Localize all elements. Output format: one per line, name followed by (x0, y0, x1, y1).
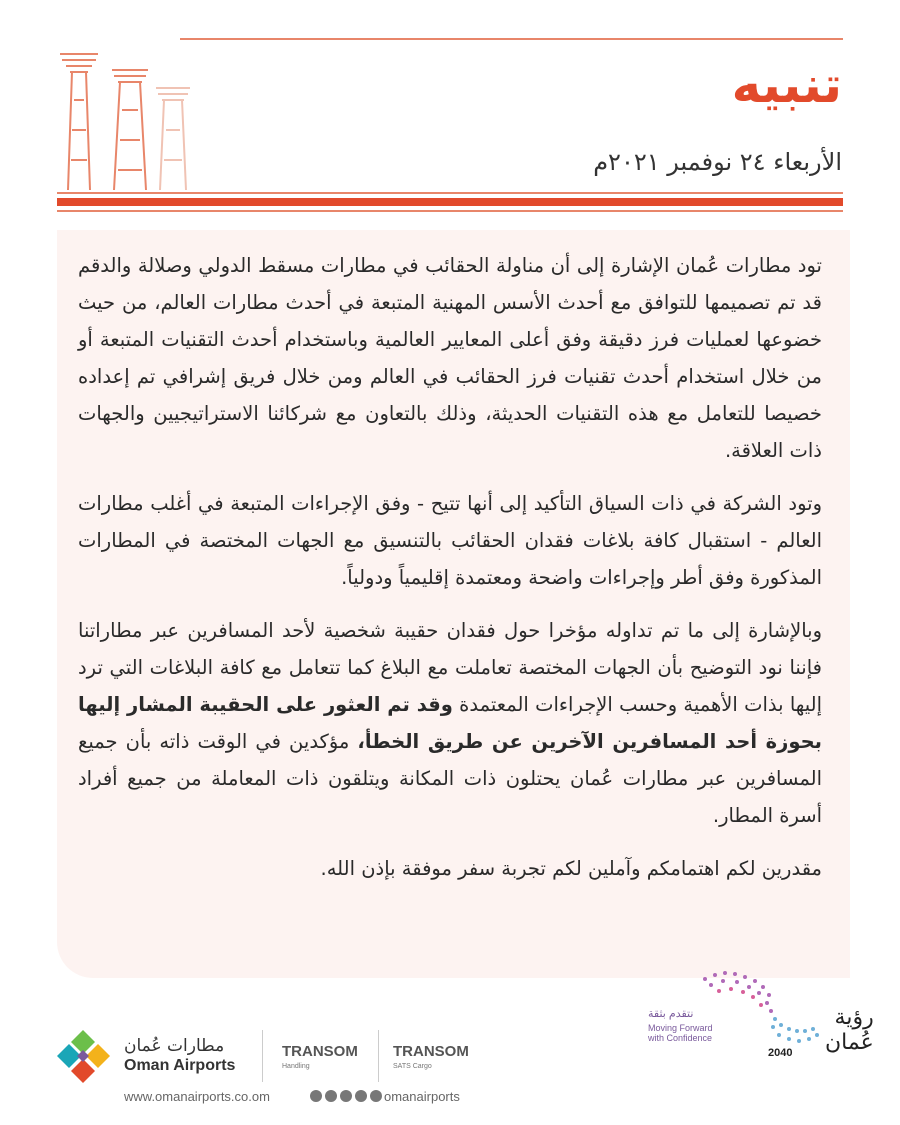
paragraph-4: مقدرين لكم اهتمامكم وآملين لكم تجربة سفر موفقة بإذن الله. (320, 857, 822, 880)
announcement-date: الأربعاء ٢٤ نوفمبر ٢٠٢١م (593, 148, 842, 176)
paragraph-3-end: مؤكدين في الوقت ذاته بأن جميع المسافرين عبر مطارات عُمان يحتلون ذات المكانة ويتلقون ذات المعاملة من جميع أفراد أسرة المطار. (78, 730, 822, 827)
footer-divider-2 (378, 1030, 379, 1082)
header-top-line (180, 38, 843, 40)
control-towers-illustration (52, 40, 202, 190)
youtube-icon[interactable] (370, 1090, 382, 1102)
oman-airports-logo-icon (55, 1028, 112, 1085)
paragraph-3-bold: وقد تم العثور على الحقيبة المشار إليها بحوزة أحد المسافرين الآخرين عن طريق الخطأ، (78, 693, 822, 753)
vision-slogan-ar: نتقدم بثقة (648, 1008, 694, 1020)
paragraph-3-start: وبالإشارة إلى ما تم تداوله مؤخرا حول فقدان حقيبة شخصية لأحد المسافرين عبر مطاراتنا فإننا نود التوضيح بأن الجهات المختصة تعاملت مع البلاغ كما تتعامل مع كافة البلاغات التي ترد إليها بذات الأهمية وحسب الإجراءات المعتمدة (78, 619, 822, 716)
footer-divider-1 (262, 1030, 263, 1082)
linkedin-icon[interactable] (355, 1090, 367, 1102)
transom-logo-1: TRANSOM (282, 1043, 358, 1060)
paragraph-1: تود مطارات عُمان الإشارة إلى أن مناولة الحقائب في مطارات مسقط الدولي وصلالة والدقم قد تم تصميمها للتوافق مع أحدث الأسس المهنية المتبعة في أحدث مطارات العالم، من حيث خضوعها لعمليات فرز دقيقة وفق أعلى المعايير العالمية وباستخدام أحدث التقنيات المتبعة أو من خلال استخدام أحدث تقنيات فرز الحقائب في العالم ومن خلال فريق إشرافي تم إعداده خصيصا للتعامل مع هذه التقنيات الحديثة، وذلك بالتعاون مع شركائنا الاستراتيجيين والجهات ذات العلاقة. (78, 254, 822, 462)
transom-logo-2-sub: SATS Cargo (393, 1063, 432, 1070)
vision-dots-graphic (685, 965, 845, 1065)
vision-slogan-en-1: Moving Forward (648, 1023, 713, 1033)
header-divider-main (57, 198, 843, 206)
vision-year: 2040 (768, 1047, 793, 1059)
brand-name-ar: مطارات عُمان (124, 1036, 225, 1056)
vision-title: رؤية عُمان (825, 1005, 874, 1055)
social-handle: omanairports (384, 1089, 460, 1104)
announcement-body (78, 247, 822, 903)
website-link[interactable]: www.omanairports.co.om (124, 1089, 270, 1104)
twitter-icon[interactable] (325, 1090, 337, 1102)
social-icons (310, 1090, 382, 1102)
paragraph-3 (78, 612, 822, 834)
transom-logo-1-sub: Handling (282, 1063, 310, 1070)
brand-name-en: Oman Airports (124, 1057, 236, 1074)
facebook-icon[interactable] (310, 1090, 322, 1102)
paragraph-2: وتود الشركة في ذات السياق التأكيد إلى أنها تتيح - وفق الإجراءات المتبعة في أغلب مطارات العالم - استقبال كافة بلاغات فقدان الحقائب بالتنسيق مع الجهات المختصة في المطارات المذكورة وفق أطر وإجراءات واضحة ومعتمدة إقليمياً ودولياً. (78, 492, 822, 589)
vision-slogan-en-2: with Confidence (648, 1033, 713, 1043)
oman-vision-2040-logo (640, 965, 874, 1085)
transom-logo-2: TRANSOM (393, 1043, 469, 1060)
page-title: تنبيه (731, 56, 842, 114)
instagram-icon[interactable] (340, 1090, 352, 1102)
header-divider-bottom (57, 210, 843, 212)
header-divider-top (57, 192, 843, 194)
